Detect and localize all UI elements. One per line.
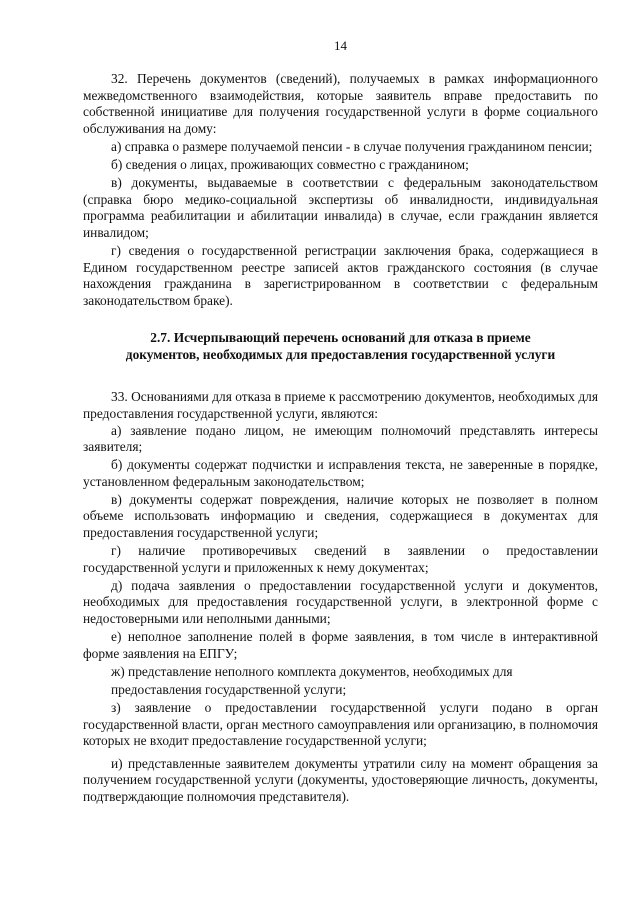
paragraph-33-e: е) неполное заполнение полей в форме заявления, в том числе в интерактивной форме заявления на ЕПГУ; [83,629,598,661]
paragraph-32-g: г) сведения о государственной регистрации заключения брака, содержащиеся в Едином государственном реестре записей актов гражданского состояния (в случае нахождения гражданина в зарегистрированном в соответствии с федеральным законодательством браке). [83,242,598,308]
paragraph-33-b: б) документы содержат подчистки и исправления текста, не заверенные в порядке, установленном федеральным законодательством; [83,457,598,489]
paragraph-33-zh: ж) представление неполного комплекта документов, необходимых для [111,663,513,679]
paragraph-33-a: а) заявление подано лицом, не имеющим полномочий представлять интересы заявителя; [83,422,598,455]
paragraph-33-v: в) документы содержат повреждения, наличие которых не позволяет в полном объеме использовать информацию и сведения, содержащиеся в документах для предоставления государственной услуги; [83,491,598,541]
paragraph-33-z: з) заявление о предоставлении государственной услуги подано в орган государственной власти, орган местного самоуправления или организацию, в полномочия которых не входит предоставление государственной услуги; [83,700,598,749]
paragraph-33-i: и) представленные заявителем документы утратили силу на момент обращения за получением государственной услуги (документы, удостоверяющие личность, документы, подтверждающие полномочия представителя). [83,755,598,804]
paragraph-32-b: б) сведения о лицах, проживающих совместно с гражданином; [111,156,469,172]
paragraph-33-zh-cont: предоставления государственной услуги; [111,681,347,697]
paragraph-32-intro: 32. Перечень документов (сведений), получаемых в рамках информационного межведомственного взаимодействия, которые заявитель вправе предоставить по собственной инициативе для получения государственной услуги в форме социального обслуживания на дому: [83,71,598,136]
paragraph-32-a: а) справка о размере получаемой пенсии - в случае получения гражданином пенсии; [111,138,593,154]
section-heading-line-2: документов, необходимых для предоставления государственной услуги [125,347,556,363]
paragraph-33-d: д) подача заявления о предоставлении государственной услуги и документов, необходимых для предоставления государственной услуги, в электронной форме с недостоверными или неполными данными; [83,577,598,627]
section-heading-2-7 [83,329,598,363]
paragraph-33-g: г) наличие противоречивых сведений в заявлении о предоставлении государственной услуги и приложенных к нему документах; [83,543,598,575]
paragraph-33-intro: 33. Основаниями для отказа в приеме к рассмотрению документов, необходимых для предоставления государственной услуги, являются: [83,389,598,421]
section-heading-line-1: 2.7. Исчерпывающий перечень оснований для отказа в приеме [150,330,531,346]
paragraph-32-v: в) документы, выдаваемые в соответствии с федеральным законодательством (справка бюро медико-социальной экспертизы об инвалидности, индивидуальная программа реабилитации и абилитации инвалида) в случае, если гражданин является инвалидом; [83,175,598,240]
page-number: 14 [334,38,347,53]
